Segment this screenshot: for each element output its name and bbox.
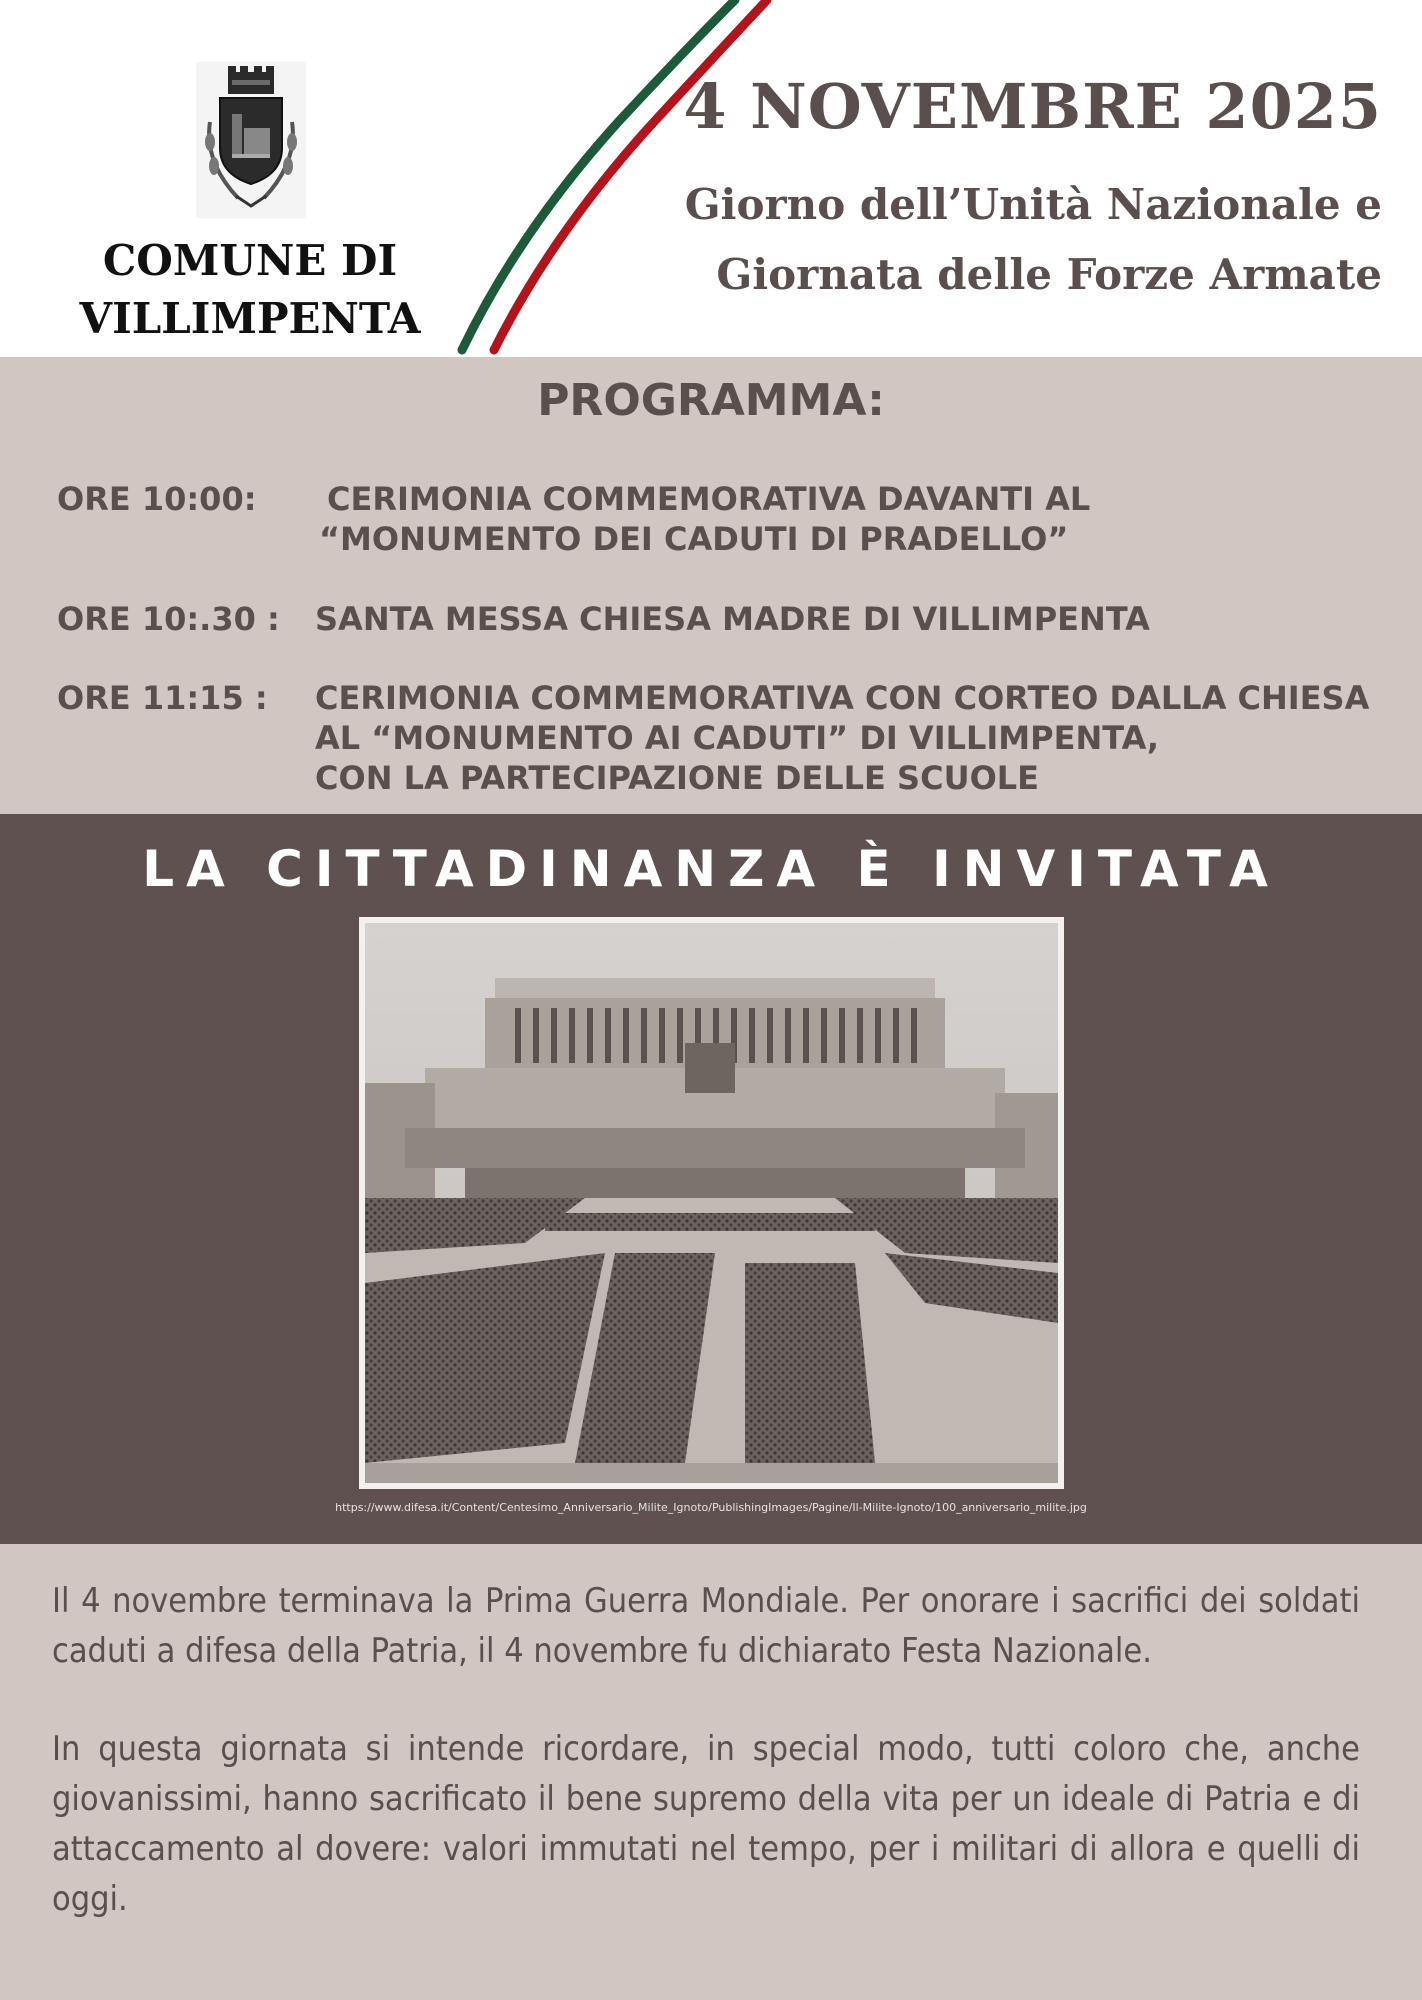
program-item-line: AL “MONUMENTO AI CADUTI” DI VILLIMPENTA,	[315, 719, 1160, 757]
description-paragraph: Il 4 novembre terminava la Prima Guerra Mondiale. Per onorare i sacrifici dei soldati caduti a difesa della Patria, il 4 novembre fu dichiarato Festa Nazionale.	[52, 1581, 1360, 1671]
program-item-text	[315, 599, 1150, 639]
program-item-line: CERIMONIA COMMEMORATIVA DAVANTI AL	[327, 480, 1091, 518]
town-name-line2: VILLIMPENTA	[79, 294, 421, 343]
program-item-text	[319, 479, 1091, 559]
historical-photo-frame	[359, 917, 1064, 1489]
photo-credit: https://www.difesa.it/Content/Centesimo_Anniversario_Milite_Ignoto/PublishingImages/Pagine/Il-Milite-Ignoto/100_anniversario_milite.jpg	[335, 1501, 1087, 1514]
program-item-line: “MONUMENTO DEI CADUTI DI PRADELLO”	[319, 520, 1069, 558]
program-title: PROGRAMMA:	[537, 375, 885, 426]
historical-photo	[365, 923, 1058, 1483]
town-crest-icon	[196, 62, 306, 218]
program-item-time: ORE 10:00:	[57, 480, 257, 518]
event-subtitle	[685, 170, 1382, 310]
event-subtitle-line1: Giorno dell’Unità Nazionale e	[684, 180, 1382, 229]
event-subtitle-line2: Giornata delle Forze Armate	[716, 250, 1382, 299]
event-date: 4 NOVEMBRE 2025	[683, 70, 1382, 143]
program-item-text	[315, 678, 1369, 798]
description-section	[0, 1544, 1422, 2000]
program-item-line: CON LA PARTECIPAZIONE DELLE SCUOLE	[315, 759, 1040, 797]
program-item-time: ORE 10:.30 :	[57, 600, 280, 638]
program-item-line: SANTA MESSA CHIESA MADRE DI VILLIMPENTA	[315, 600, 1150, 638]
town-name	[40, 232, 460, 348]
program-item-time: ORE 11:15 :	[57, 679, 268, 717]
invite-section	[0, 814, 1422, 1544]
invite-title: LA CITTADINANZA È INVITATA	[142, 840, 1280, 898]
poster-header	[0, 0, 1422, 357]
town-name-line1: COMUNE DI	[102, 236, 398, 285]
program-item-line: CERIMONIA COMMEMORATIVA CON CORTEO DALLA CHIESA	[315, 679, 1370, 717]
program-section	[0, 357, 1422, 814]
description-paragraph: In questa giornata si intende ricordare, in special modo, tutti coloro che, anche giovanissimi, hanno sacrificato il bene supremo della vita per un ideale di Patria e di attaccamento al dovere: valori immutati nel tempo, per i militari di allora e quelli di oggi.	[52, 1729, 1360, 1919]
